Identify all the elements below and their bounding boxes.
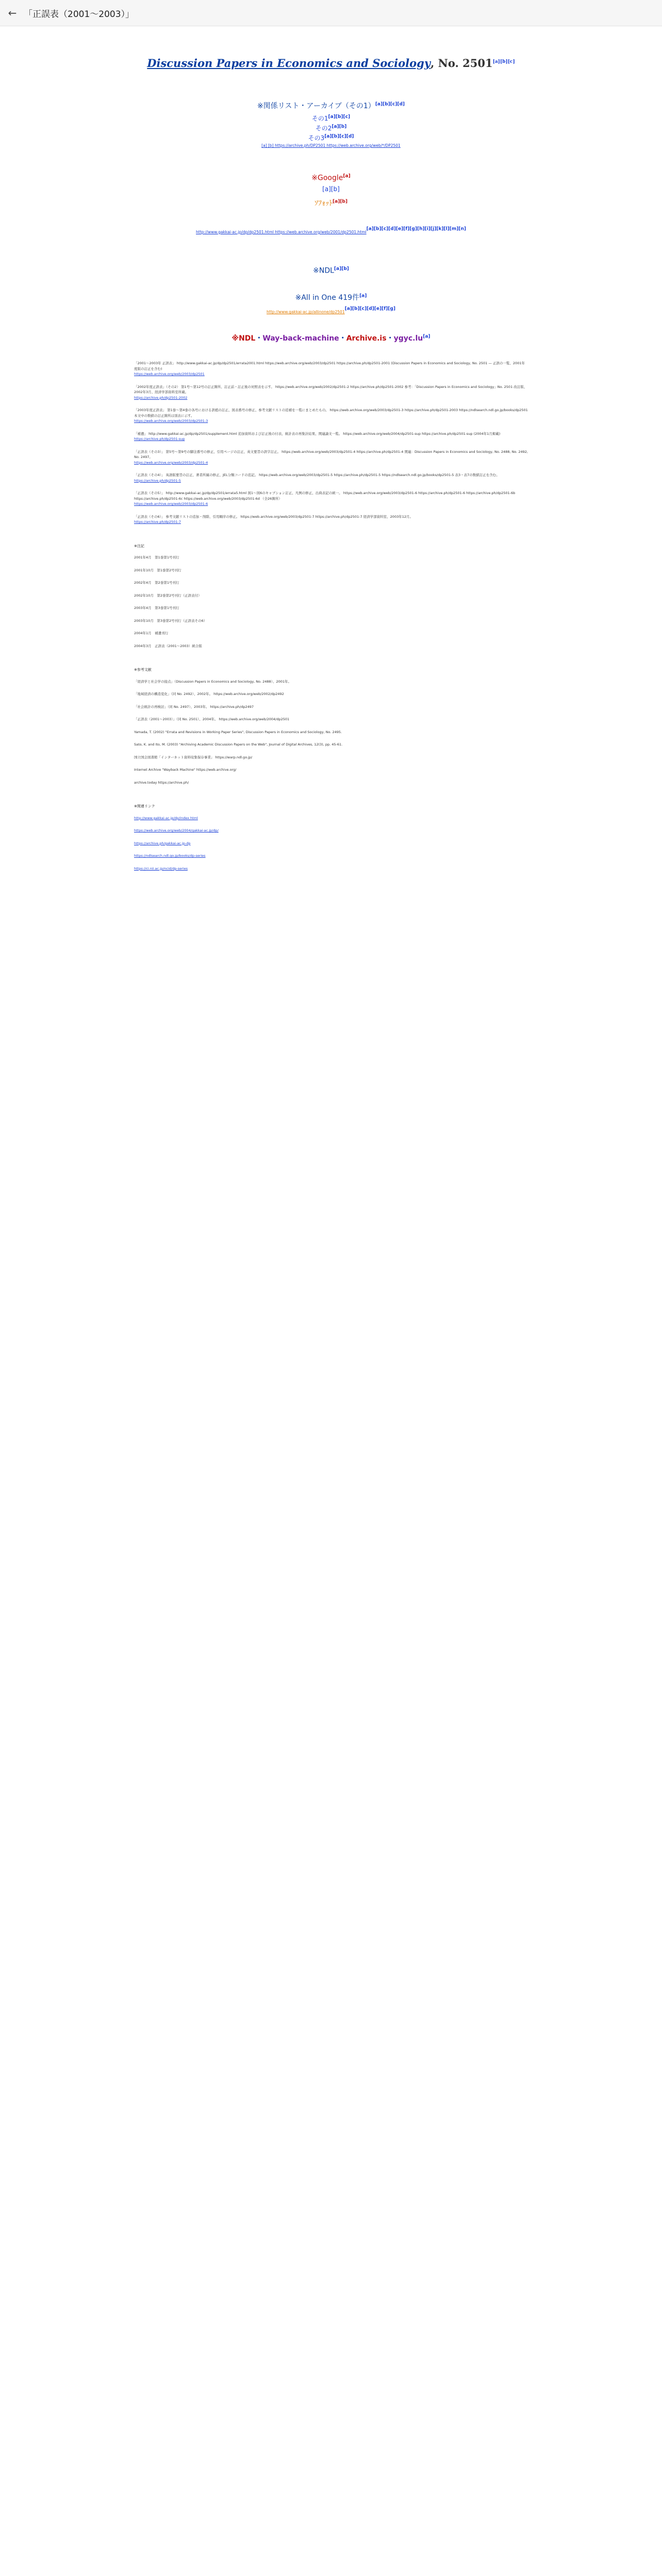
note-item: 2004年1月 補遺刊行: [134, 631, 169, 636]
archive-link[interactable]: [a] [b] https://archive.ph/DP2501 https://web.archive.org/web/*/DP2501: [261, 143, 401, 148]
ref-item: Internet Archive "Wayback Machine" https://web.archive.org/: [134, 768, 237, 772]
google-section: [134, 174, 528, 193]
ref-item: Yamada, T. (2002) "Errata and Revisions in Working Paper Series", Discussion Papers in Economics and Sociology, No. 2495.: [134, 730, 342, 734]
note-item: 2001年4月 第1巻第1号刊行: [134, 555, 179, 560]
allinone-sub-refs[interactable]: [a][b][c][d][e][f][g]: [344, 306, 395, 312]
list-item: 「2002年度正誤表」（その2） 第1号〜第12号の訂正箇所、訂正前・訂正後の対照表を示す。 https://web.archive.org/web/2002/dp2501-2 https://archive.ph/dp2501-2002 参考：「Discussion Papers in Economics and Sociology」No. 2501 改訂版、2002年3月、経済学部資料室所蔵。 https://archive.ph/dp2501-2002: [134, 384, 527, 400]
notes-heading: ※注記: [134, 544, 144, 548]
mirror-refs[interactable]: [a]: [423, 334, 431, 340]
title-refs[interactable]: [a][b][c]: [492, 59, 515, 64]
mirror-ndl[interactable]: ※NDL: [231, 334, 256, 343]
mirror-ygyc[interactable]: ygyc.lu: [393, 334, 423, 343]
list-item: 「正誤表（その3）」 第5号〜第9号の脚注番号の修正、引用ページの訂正、英文要旨の誤字訂正。 https://web.archive.org/web/2003/dp2501-4 https://archive.ph/dp2501-4 関連：Discussion Papers in Economics and Sociology, No. 2488, No. 2492, No. 2497。 https://web.archive.org/web/2003/dp2501-4: [134, 449, 528, 465]
note-item: 2001年10月 第1巻第2号刊行: [134, 568, 181, 572]
mirror-section: ※NDL・Way-back-machine・Archive.is・ygyc.lu[a]: [231, 334, 431, 343]
ndl-refs[interactable]: [a][b]: [334, 266, 349, 272]
afoot-label: ｿﾌｫｯﾄ: [315, 199, 333, 208]
ref-item: 「社会統計の再検討」（同 No. 2497）、2003年。 https://archive.ph/dp2497: [134, 704, 254, 709]
list-item: 「補遺」 http://www.gakkai-ac.jp/dp/dp2501/supplement.html 追加資料および訂正後の付表、統計表の再集計結果、関連論文一覧。 https://web.archive.org/web/2004/dp2501-sup https://archive.ph/dp2501-sup (2004年1月掲載) https://archive.ph/dp2501-sup: [134, 431, 501, 442]
document-body: [134, 57, 528, 878]
afoot-refs[interactable]: [a][b]: [333, 199, 347, 204]
related-link[interactable]: https://ci.nii.ac.jp/ncid/dp-series: [134, 866, 188, 871]
ndl-section: [134, 266, 528, 275]
back-arrow-icon[interactable]: ←: [8, 7, 17, 19]
note-item: 2003年10月 第3巻第2号刊行（正誤表その6）: [134, 618, 207, 623]
title-link[interactable]: Discussion Papers in Economics and Sociology: [147, 57, 431, 70]
window-title: 「正誤表（2001〜2003）」: [24, 9, 135, 20]
ref-item: 国立国会図書館「インターネット資料収集保存事業」 https://warp.ndl.go.jp/: [134, 755, 253, 759]
archive-heading: ※関係リスト・アーカイブ（その1）: [257, 102, 375, 110]
archive-item: その3[a][b][c][d]: [308, 134, 354, 142]
archive-item: その2[a][b]: [315, 124, 347, 132]
ref-item: 「地域経済の構造変化」（同 No. 2492）、2002年。 https://web.archive.org/web/2002/dp2492: [134, 692, 284, 697]
long-link-refs[interactable]: [a][b][c][d][e][f][g][h][i][j][k][l][m][n]: [366, 226, 466, 232]
related-link[interactable]: https://web.archive.org/web/2004/gakkai-ac.jp/dp/: [134, 828, 219, 833]
archive-heading-refs[interactable]: [a][b][c][d]: [375, 101, 405, 107]
google-refs[interactable]: [a]: [343, 174, 351, 179]
list-item: 「正誤表（その6）」 参考文献リストの追加・削除、引用順序の修正。 https://web.archive.org/web/2003/dp2501-7 https://archive.ph/dp2501-7 経済学部資料室、2003年12月。 https://archive.ph/dp2501-7: [134, 514, 413, 524]
entry-list: [134, 361, 528, 871]
links-heading: ※関連リンク: [134, 804, 155, 809]
note-item: 2002年10月 第2巻第2号刊行（正誤表付）: [134, 593, 202, 598]
refs-heading: ※参考文献: [134, 668, 152, 672]
note-item: 2002年4月 第2巻第1号刊行: [134, 581, 179, 585]
long-link[interactable]: http://www.gakkai-ac.jp/dp/dp2501.html https://web.archive.org/web/2001/dp2501.html: [196, 229, 367, 234]
list-item: 「正誤表（その5）」 http://www.gakkai-ac.jp/dp/dp2501/errata5.html 図1〜図6のキャプション訂正、凡例の修正、出典表記の統一。 https://web.archive.org/web/2003/dp2501-6 https://archive.ph/dp2501-6 https://archive.ph/dp2501-6b https://archive.ph/dp2501-6c https://web.archive.org/web/2003/dp2501-6d （全26箇所） https://web.archive.org/web/2003/dp2501-6: [134, 491, 516, 506]
allinone-section: [134, 292, 528, 315]
archive-item: その1[a][b][c]: [311, 114, 351, 122]
mirror-wayback[interactable]: Way-back-machine: [262, 334, 339, 343]
ref-item: Sato, K. and Ito, M. (2003) "Archiving Academic Discussion Papers on the Web", Journal of Digital Archives, 12(3), pp. 45-61.: [134, 742, 343, 747]
ndl-label: ※NDL: [313, 266, 334, 275]
ref-item: 「正誤表（2001〜2003）」（同 No. 2501）、2004年。 https://web.archive.org/web/2004/dp2501: [134, 717, 290, 722]
related-link[interactable]: https://archive.ph/gakkai-ac.jp-dp: [134, 841, 191, 845]
afoot-section: [134, 198, 528, 208]
title-suffix: , No. 2501: [431, 57, 493, 70]
ref-item: 「経済学と社会学の接点」（Discussion Papers in Economics and Sociology, No. 2488）、2001年。: [134, 679, 291, 684]
page-title: [134, 57, 528, 70]
archive-section: [134, 100, 528, 148]
google-sub[interactable]: [a][b]: [322, 185, 340, 193]
app-topbar: [0, 0, 662, 26]
related-link[interactable]: http://www.gakkai-ac.jp/dp/index.html: [134, 816, 198, 820]
list-item: 「2003年度正誤表」 第1巻〜第4巻の各号における誤植の訂正、図表番号の修正、参考文献リストの追補を一覧にまとめたもの。 https://web.archive.org/web/2003/dp2501-3 https://archive.ph/dp2501-2003 https://ndlsearch.ndl.go.jp/books/dp2501 本文中の数値の訂正箇所は別表に示す。 https://web.archive.org/web/2003/dp2501-3: [134, 408, 528, 423]
note-item: 2004年3月 正誤表（2001〜2003）統合版: [134, 643, 202, 648]
allinone-label: ※All in One 419件: [295, 294, 360, 302]
allinone-link[interactable]: http://www.gakkai-ac.jp/allinone/dp2501: [267, 310, 345, 315]
mirror-archive-is[interactable]: Archive.is: [346, 334, 387, 343]
list-item: 「2001〜2003年 正誤表」 http://www.gakkai-ac.jp/dp/dp2501/errata2001.html https://web.archive.org/web/2003/dp2501 https://archive.ph/dp2501-2001 (Discussion Papers in Economics and Sociology, No. 2501 — 正誤の一覧、2001年度版の訂正を含む) https://web.archive.org/web/2003/dp2501: [134, 361, 525, 377]
list-item: 「正誤表（その4）」 英語版要旨の訂正、著者所属の修正、JEL分類コードの追記。 https://web.archive.org/web/2003/dp2501-5 https://archive.ph/dp2501-5 https://ndlsearch.ndl.go.jp/books/dp2501-5 表3・表7の数値訂正を含む。 https://archive.ph/dp2501-5: [134, 473, 500, 483]
related-link[interactable]: https://ndlsearch.ndl.go.jp/books/dp-series: [134, 854, 206, 858]
note-item: 2003年4月 第3巻第1号刊行: [134, 606, 179, 611]
allinone-refs[interactable]: [a]: [359, 293, 367, 299]
ref-item: archive.today https://archive.ph/: [134, 780, 189, 785]
long-link-row: [134, 226, 528, 235]
google-label: ※Google: [311, 174, 343, 182]
